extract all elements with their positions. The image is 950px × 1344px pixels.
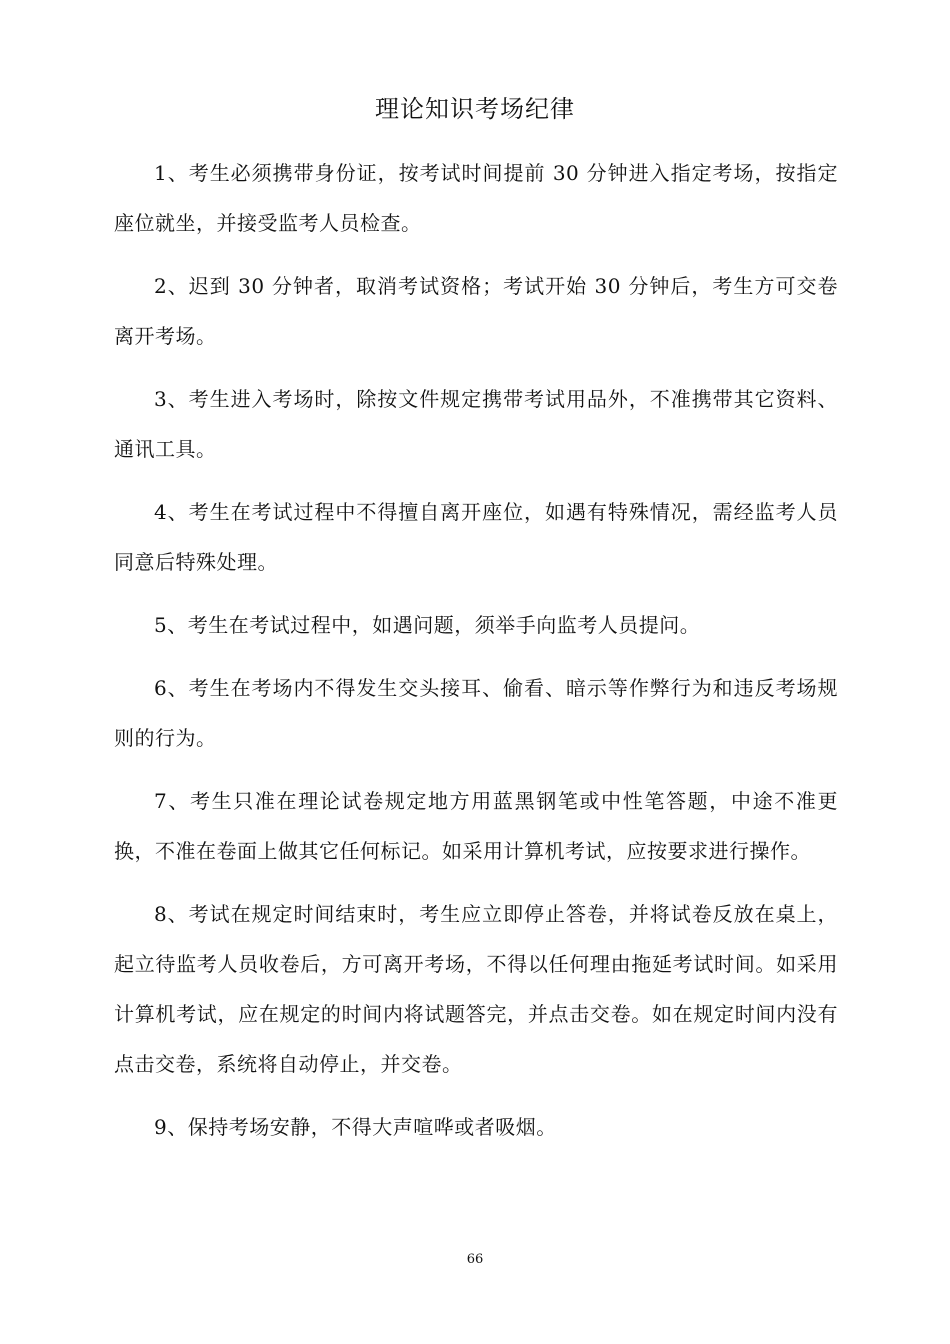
rule-paragraph-1: 1、考生必须携带身份证，按考试时间提前 30 分钟进入指定考场，按指定座位就坐，并接受监考人员检查。 [114,161,838,235]
page-number: 66 [466,1252,484,1267]
rule-paragraph-5: 5、考生在考试过程中，如遇问题，须举手向监考人员提问。 [154,613,701,637]
rule-paragraph-3: 3、考生进入考场时，除按文件规定携带考试用品外，不准携带其它资料、通讯工具。 [114,387,838,461]
rule-paragraph-6: 6、考生在考场内不得发生交头接耳、偷看、暗示等作弊行为和违反考场规则的行为。 [114,676,838,750]
rule-paragraph-9: 9、保持考场安静，不得大声喧哗或者吸烟。 [154,1115,557,1139]
rule-paragraph-8: 8、考试在规定时间结束时，考生应立即停止答卷，并将试卷反放在桌上，起立待监考人员收卷后，方可离开考场，不得以任何理由拖延考试时间。如采用计算机考试，应在规定的时间内将试题答完，并点击交卷。如在规定时间内没有点击交卷，系统将自动停止，并交卷。 [114,902,838,1076]
rule-paragraph-7: 7、考生只准在理论试卷规定地方用蓝黑钢笔或中性笔答题，中途不准更换，不准在卷面上做其它任何标记。如采用计算机考试，应按要求进行操作。 [114,789,838,863]
rule-paragraph-2: 2、迟到 30 分钟者，取消考试资格；考试开始 30 分钟后，考生方可交卷离开考场。 [114,274,838,348]
document-body [114,148,838,1165]
rule-paragraph-4: 4、考生在考试过程中不得擅自离开座位，如遇有特殊情况，需经监考人员同意后特殊处理。 [114,500,838,574]
document-title: 理论知识考场纪律 [375,95,575,123]
